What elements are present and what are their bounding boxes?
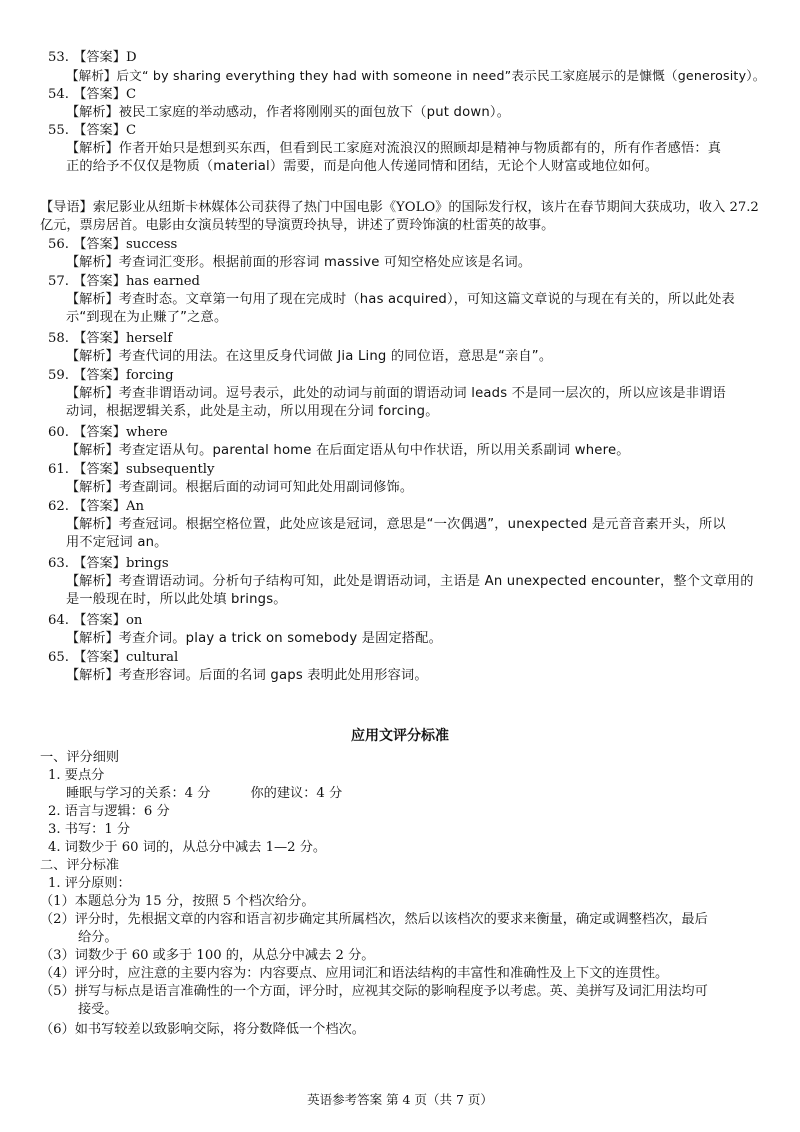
intro-paragraph: 【导语】索尼影业从纽斯卡林媒体公司获得了热门中国电影《YOLO》的国际发行权，该片在春节期间大获成功，收入 27.2 <box>40 200 759 215</box>
explanation-cont: 动词，根据逻辑关系，此处是主动，所以用现在分词 forcing。 <box>66 404 439 419</box>
explanation-cont: 示“到现在为止赚了”之意。 <box>66 310 228 325</box>
answer-row: 62. 【答案】An <box>48 499 144 514</box>
explanation-cont: 正的给予不仅仅是物质（material）需要，而是向他人传递同情和团结，无论个人财富或地位如何。 <box>66 159 659 174</box>
answer-row: 57. 【答案】has earned <box>48 274 200 289</box>
explanation: 【解析】考查副词。根据后面的动词可知此处用副词修饰。 <box>66 480 414 495</box>
scoring-rule: （4）评分时，应注意的主要内容为：内容要点、应用词汇和语法结构的丰富性和准确性及上下文的连贯性。 <box>40 966 669 981</box>
scoring-rule: （1）本题总分为 15 分，按照 5 个档次给分。 <box>40 894 315 909</box>
explanation-cont: 是一般现在时，所以此处填 brings。 <box>66 592 287 607</box>
explanation: 【解析】考查非谓语动词。逗号表示，此处的动词与前面的谓语动词 leads 不是同一层次的，所以应该是非谓语 <box>66 386 726 401</box>
explanation: 【解析】考查介词。play a trick on somebody 是固定搭配。 <box>66 631 443 646</box>
explanation: 【解析】被民工家庭的举动感动，作者将刚刚买的面包放下（put down）。 <box>66 105 511 120</box>
answer-row: 61. 【答案】subsequently <box>48 462 215 477</box>
scoring-rule: （5）拼写与标点是语言准确性的一个方面，评分时，应视其交际的影响程度予以考虑。英、美拼写及词汇用法均可 <box>40 984 708 999</box>
scoring-item: 4. 词数少于 60 词的，从总分中减去 1—2 分。 <box>48 840 327 855</box>
scoring-item: 2. 语言与逻辑：6 分 <box>48 804 170 819</box>
explanation-cont: 用不定冠词 an。 <box>66 535 168 550</box>
section-title: 应用文评分标准 <box>351 728 449 744</box>
explanation: 【解析】考查谓语动词。分析句子结构可知，此处是谓语动词，主语是 An unexpected encounter，整个文章用的 <box>66 574 754 589</box>
scoring-rule-cont: 给分。 <box>78 930 118 945</box>
scoring-rule: （3）词数少于 60 或多于 100 的，从总分中减去 2 分。 <box>40 948 375 963</box>
page-footer: 英语参考答案 第 4 页（共 7 页） <box>307 1092 493 1107</box>
scoring-item: 1. 评分原则： <box>48 876 131 891</box>
answer-row: 58. 【答案】herself <box>48 331 173 346</box>
answer-row: 54. 【答案】C <box>48 87 137 102</box>
answer-row: 60. 【答案】where <box>48 425 168 440</box>
answer-row: 59. 【答案】forcing <box>48 368 174 383</box>
explanation: 【解析】考查词汇变形。根据前面的形容词 massive 可知空格处应该是名词。 <box>66 255 532 270</box>
answer-row: 55. 【答案】C <box>48 123 137 138</box>
answer-row: 53. 【答案】D <box>48 50 137 65</box>
scoring-rule-cont: 接受。 <box>78 1002 118 1017</box>
explanation: 【解析】考查定语从句。parental home 在后面定语从句中作状语，所以用关系副词 where。 <box>66 443 630 458</box>
answer-row: 63. 【答案】brings <box>48 556 169 571</box>
answer-row: 64. 【答案】on <box>48 613 143 628</box>
answer-row: 65. 【答案】cultural <box>48 650 179 665</box>
scoring-rule: （2）评分时，先根据文章的内容和语言初步确定其所属档次，然后以该档次的要求来衡量，确定或调整档次，最后 <box>40 912 708 927</box>
explanation: 【解析】考查代词的用法。在这里反身代词做 Jia Ling 的同位语，意思是“亲自”。 <box>66 349 553 364</box>
scoring-item: 3. 书写：1 分 <box>48 822 131 837</box>
explanation: 【解析】作者开始只是想到买东西，但看到民工家庭对流浪汉的照顾却是精神与物质都有的，所有作者感悟：真 <box>66 141 722 156</box>
explanation: 【解析】考查形容词。后面的名词 gaps 表明此处用形容词。 <box>66 668 428 683</box>
explanation: 【解析】后文“ by sharing everything they had with someone in need”表示民工家庭展示的是慷慨（generosity）。 <box>66 68 766 83</box>
scoring-subitem: 睡眠与学习的关系：4 分 你的建议：4 分 <box>66 786 343 801</box>
explanation: 【解析】考查时态。文章第一句用了现在完成时（has acquired），可知这篇文章说的与现在有关的，所以此处表 <box>66 292 735 307</box>
intro-paragraph-cont: 亿元，票房居首。电影由女演员转型的导演贾玲执导，讲述了贾玲饰演的杜雷英的故事。 <box>40 218 555 233</box>
scoring-rule: （6）如书写较差以致影响交际，将分数降低一个档次。 <box>40 1022 365 1037</box>
scoring-part2-title: 二、评分标准 <box>40 858 120 873</box>
scoring-item: 1. 要点分 <box>48 768 105 783</box>
answer-row: 56. 【答案】success <box>48 237 178 252</box>
explanation: 【解析】考查冠词。根据空格位置，此处应该是冠词，意思是“一次偶遇”，unexpected 是元音音素开头，所以 <box>66 517 726 532</box>
scoring-part1-title: 一、评分细则 <box>40 750 120 765</box>
